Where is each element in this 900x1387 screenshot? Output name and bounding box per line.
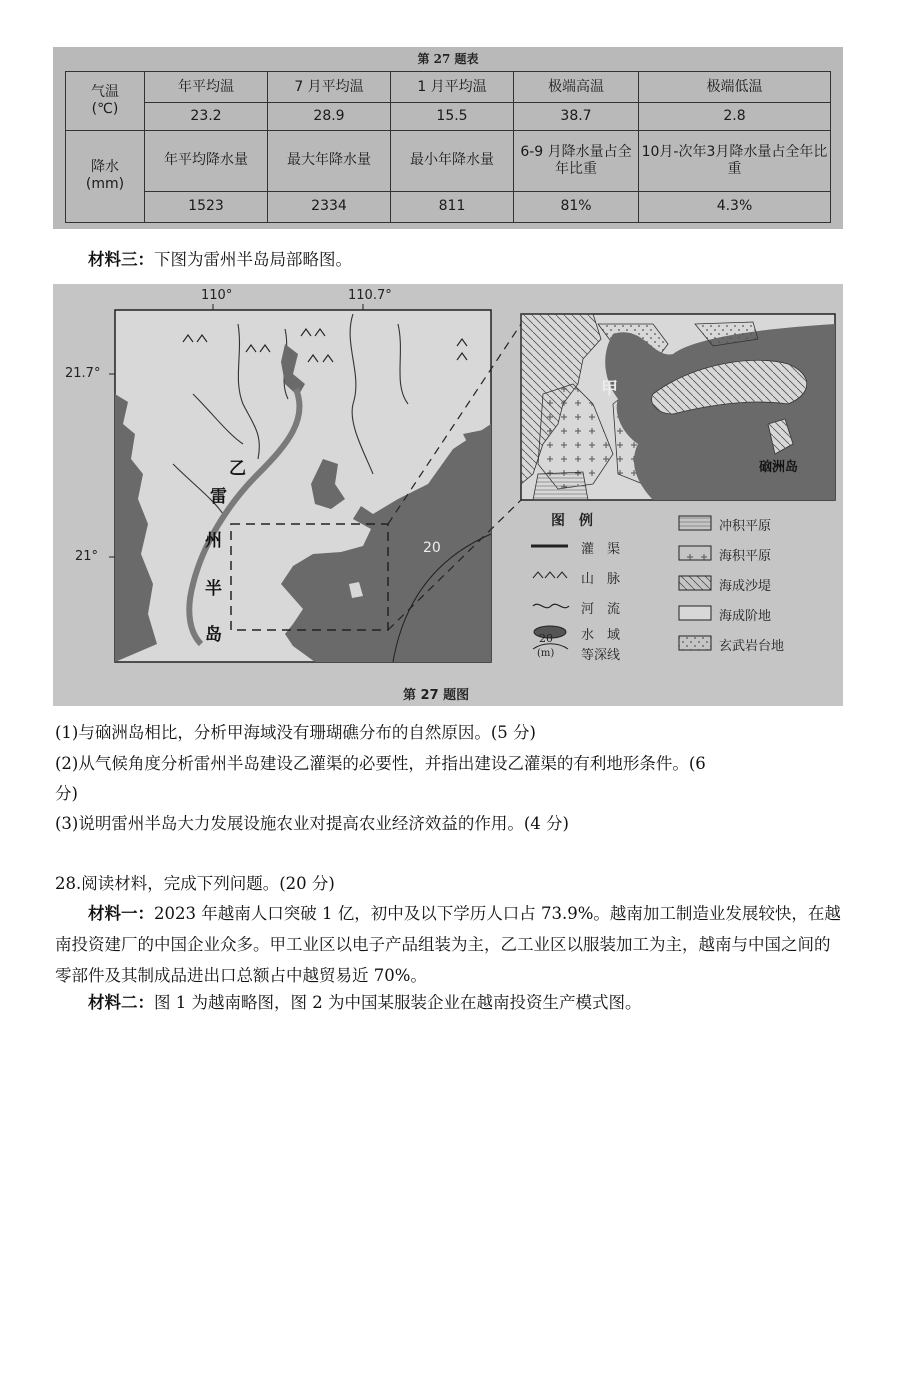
temp-val-0: 23.2 [145,103,268,130]
legend-isobath: 等深线 [581,648,621,663]
legend-marine-plain: 海积平原 [719,549,772,564]
q28-material1-text: 2023 年越南人口突破 1 亿，初中及以下学历人口占 73.9%。越南加工制造业发展较快，在越南投资建厂的中国企业众多。甲工业区以电子产品组装为主，乙工业区以服装加工为主，越南与中国之间的零部件及其制成品进出口总额占中越贸易近 70%。 [55,904,841,985]
peninsula-char-3: 岛 [205,625,222,645]
temp-col-1: 7 月平均温 [268,72,391,103]
material3-line [88,248,352,272]
peninsula-char-2: 半 [205,579,222,599]
legend-river: 河 流 [581,602,621,617]
lat-21-7-label: 21.7° [65,366,101,381]
material3-label: 材料三： [88,250,154,269]
temp-col-2: 1 月平均温 [391,72,514,103]
label-yi: 乙 [229,459,246,479]
q28-material1-label: 材料一： [88,904,154,923]
precip-col-2: 最小年降水量 [391,130,514,191]
temp-val-2: 15.5 [391,103,514,130]
temp-col-4: 极端低温 [639,72,831,103]
question-1: (1)与硇洲岛相比，分析甲海域没有珊瑚礁分布的自然原因。(5 分) [55,723,536,742]
legend-depth-value: 20 [539,632,553,645]
temp-col-0: 年平均温 [145,72,268,103]
q28-material2-text: 图 1 为越南略图，图 2 为中国某服装企业在越南投资生产模式图。 [154,993,642,1012]
label-jia: 甲 [601,379,618,399]
legend-depth-unit: (m) [537,648,555,659]
temp-col-3: 极端高温 [514,72,639,103]
precip-col-0: 年平均降水量 [145,130,268,191]
precip-col-3: 6-9 月降水量占全年比重 [514,130,639,191]
leizhou-map-figure [53,284,843,706]
precip-header: 降水 [91,159,119,176]
legend-symbols [531,516,711,650]
temp-header: 气温 [91,83,119,100]
q28-material2 [88,991,641,1015]
q28-material2-label: 材料二： [88,993,154,1012]
temp-val-4: 2.8 [639,103,831,130]
temp-header-cell [66,72,145,131]
legend-canal: 灌 渠 [581,542,621,557]
climate-table [65,71,831,223]
q28-title: 28.阅读材料，完成下列问题。(20 分) [55,874,335,893]
lat-21-label: 21° [75,549,99,564]
peninsula-char-1: 州 [205,531,222,551]
legend-marine-terrace: 海成阶地 [719,609,772,624]
temp-val-1: 28.9 [268,103,391,130]
temp-val-3: 38.7 [514,103,639,130]
climate-table-block [53,47,843,229]
legend-basalt-plateau: 玄武岩台地 [719,639,785,654]
legend-water: 水 域 [581,628,621,643]
legend-title: 图 例 [551,513,593,529]
precip-val-1: 2334 [268,191,391,222]
q28-material1 [55,898,845,991]
temp-unit: (℃) [91,100,119,117]
precip-unit: (mm) [85,176,125,193]
precip-val-3: 81% [514,191,639,222]
precip-header-cell [66,130,145,222]
legend-alluvial-plain: 冲积平原 [719,519,772,534]
question-2-cont: 分) [55,784,78,803]
precip-col-1: 最大年降水量 [268,130,391,191]
material3-text: 下图为雷州半岛局部略图。 [154,250,352,269]
precip-val-2: 811 [391,191,514,222]
table-caption: 第 27 题表 [417,52,479,66]
lon-110-7-label: 110.7° [348,288,392,303]
legend-mountain: 山 脉 [581,572,621,587]
lon-110-label: 110° [201,288,233,303]
question-2: (2)从气候角度分析雷州半岛建设乙灌渠的必要性，并指出建设乙灌渠的有利地形条件。(6 [55,754,706,773]
precip-val-4: 4.3% [639,191,831,222]
map-caption: 第 27 题图 [403,688,470,703]
island-label: 硇洲岛 [759,460,799,475]
legend-sand-bar: 海成沙堤 [719,579,772,594]
precip-val-0: 1523 [145,191,268,222]
peninsula-char-0: 雷 [210,487,227,507]
depth-label: 20 [423,540,441,556]
precip-col-4: 10月-次年3月降水量占全年比重 [639,130,831,191]
question-3: (3)说明雷州半岛大力发展设施农业对提高农业经济效益的作用。(4 分) [55,814,569,833]
